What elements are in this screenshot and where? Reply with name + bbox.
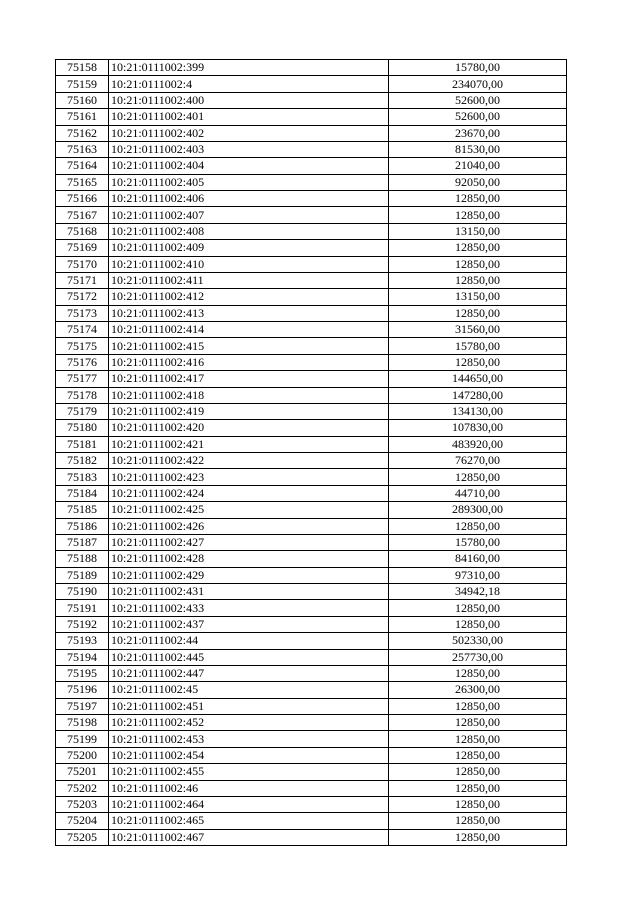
- value-cell: 12850,00: [389, 600, 567, 616]
- table-row: [56, 600, 567, 616]
- value-cell: 76270,00: [389, 453, 567, 469]
- cadastral-number-cell: 10:21:0111002:4: [109, 76, 389, 92]
- value-cell: 483920,00: [389, 436, 567, 452]
- row-number-cell: 75185: [56, 502, 109, 518]
- cadastral-number-cell: 10:21:0111002:406: [109, 191, 389, 207]
- row-number-cell: 75162: [56, 125, 109, 141]
- row-number-cell: 75164: [56, 158, 109, 174]
- cadastral-number-cell: 10:21:0111002:422: [109, 453, 389, 469]
- value-cell: 107830,00: [389, 420, 567, 436]
- cadastral-number-cell: 10:21:0111002:45: [109, 682, 389, 698]
- table-row: [56, 518, 567, 534]
- table-row: [56, 92, 567, 108]
- value-cell: 12850,00: [389, 829, 567, 845]
- cadastral-number-cell: 10:21:0111002:451: [109, 698, 389, 714]
- value-cell: 12850,00: [389, 272, 567, 288]
- row-number-cell: 75193: [56, 633, 109, 649]
- cadastral-number-cell: 10:21:0111002:415: [109, 338, 389, 354]
- row-number-cell: 75163: [56, 141, 109, 157]
- value-cell: 12850,00: [389, 469, 567, 485]
- table-row: [56, 338, 567, 354]
- table-row: [56, 141, 567, 157]
- cadastral-number-cell: 10:21:0111002:418: [109, 387, 389, 403]
- value-cell: 34942,18: [389, 584, 567, 600]
- value-cell: 12850,00: [389, 780, 567, 796]
- table-row: [56, 403, 567, 419]
- table-row: [56, 322, 567, 338]
- value-cell: 12850,00: [389, 256, 567, 272]
- value-cell: 52600,00: [389, 92, 567, 108]
- value-cell: 289300,00: [389, 502, 567, 518]
- row-number-cell: 75169: [56, 240, 109, 256]
- cadastral-number-cell: 10:21:0111002:453: [109, 731, 389, 747]
- table-row: [56, 747, 567, 763]
- table-row: [56, 76, 567, 92]
- cadastral-number-cell: 10:21:0111002:407: [109, 207, 389, 223]
- table-row: [56, 289, 567, 305]
- row-number-cell: 75168: [56, 223, 109, 239]
- row-number-cell: 75188: [56, 551, 109, 567]
- table-row: [56, 305, 567, 321]
- row-number-cell: 75158: [56, 60, 109, 76]
- value-cell: 23670,00: [389, 125, 567, 141]
- value-cell: 12850,00: [389, 764, 567, 780]
- row-number-cell: 75184: [56, 485, 109, 501]
- row-number-cell: 75175: [56, 338, 109, 354]
- cadastral-number-cell: 10:21:0111002:413: [109, 305, 389, 321]
- value-cell: 12850,00: [389, 747, 567, 763]
- row-number-cell: 75199: [56, 731, 109, 747]
- table-row: [56, 256, 567, 272]
- table-row: [56, 551, 567, 567]
- cadastral-number-cell: 10:21:0111002:412: [109, 289, 389, 305]
- row-number-cell: 75165: [56, 174, 109, 190]
- table-row: [56, 453, 567, 469]
- table-row: [56, 764, 567, 780]
- table-row: [56, 207, 567, 223]
- value-cell: 147280,00: [389, 387, 567, 403]
- table-row: [56, 223, 567, 239]
- cadastral-number-cell: 10:21:0111002:419: [109, 403, 389, 419]
- table-row: [56, 60, 567, 76]
- row-number-cell: 75200: [56, 747, 109, 763]
- value-cell: 12850,00: [389, 207, 567, 223]
- value-cell: 26300,00: [389, 682, 567, 698]
- table-row: [56, 469, 567, 485]
- table-row: [56, 534, 567, 550]
- row-number-cell: 75205: [56, 829, 109, 845]
- value-cell: 12850,00: [389, 796, 567, 812]
- cadastral-number-cell: 10:21:0111002:408: [109, 223, 389, 239]
- row-number-cell: 75176: [56, 354, 109, 370]
- cadastral-number-cell: 10:21:0111002:447: [109, 665, 389, 681]
- row-number-cell: 75187: [56, 534, 109, 550]
- table-row: [56, 731, 567, 747]
- row-number-cell: 75192: [56, 616, 109, 632]
- cadastral-number-cell: 10:21:0111002:437: [109, 616, 389, 632]
- row-number-cell: 75170: [56, 256, 109, 272]
- cadastral-number-cell: 10:21:0111002:404: [109, 158, 389, 174]
- value-cell: 12850,00: [389, 731, 567, 747]
- table-row: [56, 633, 567, 649]
- table-row: [56, 567, 567, 583]
- value-cell: 13150,00: [389, 289, 567, 305]
- row-number-cell: 75196: [56, 682, 109, 698]
- row-number-cell: 75203: [56, 796, 109, 812]
- row-number-cell: 75180: [56, 420, 109, 436]
- table-row: [56, 191, 567, 207]
- cadastral-number-cell: 10:21:0111002:399: [109, 60, 389, 76]
- cadastral-number-cell: 10:21:0111002:465: [109, 813, 389, 829]
- cadastral-number-cell: 10:21:0111002:401: [109, 109, 389, 125]
- cadastral-number-cell: 10:21:0111002:410: [109, 256, 389, 272]
- cadastral-number-cell: 10:21:0111002:429: [109, 567, 389, 583]
- table-row: [56, 780, 567, 796]
- row-number-cell: 75201: [56, 764, 109, 780]
- table-row: [56, 125, 567, 141]
- row-number-cell: 75159: [56, 76, 109, 92]
- value-cell: 12850,00: [389, 191, 567, 207]
- row-number-cell: 75172: [56, 289, 109, 305]
- value-cell: 502330,00: [389, 633, 567, 649]
- cadastral-number-cell: 10:21:0111002:424: [109, 485, 389, 501]
- row-number-cell: 75166: [56, 191, 109, 207]
- row-number-cell: 75198: [56, 715, 109, 731]
- value-cell: 81530,00: [389, 141, 567, 157]
- cadastral-number-cell: 10:21:0111002:433: [109, 600, 389, 616]
- cadastral-number-cell: 10:21:0111002:428: [109, 551, 389, 567]
- value-cell: 12850,00: [389, 240, 567, 256]
- cadastral-number-cell: 10:21:0111002:426: [109, 518, 389, 534]
- cadastral-number-cell: 10:21:0111002:423: [109, 469, 389, 485]
- row-number-cell: 75183: [56, 469, 109, 485]
- table-row: [56, 682, 567, 698]
- cadastral-number-cell: 10:21:0111002:44: [109, 633, 389, 649]
- row-number-cell: 75177: [56, 371, 109, 387]
- table-row: [56, 109, 567, 125]
- row-number-cell: 75202: [56, 780, 109, 796]
- cadastral-number-cell: 10:21:0111002:402: [109, 125, 389, 141]
- row-number-cell: 75179: [56, 403, 109, 419]
- table-row: [56, 813, 567, 829]
- value-cell: 12850,00: [389, 698, 567, 714]
- cadastral-value-table: [55, 59, 567, 846]
- value-cell: 12850,00: [389, 665, 567, 681]
- table-row: [56, 584, 567, 600]
- cadastral-number-cell: 10:21:0111002:409: [109, 240, 389, 256]
- value-cell: 21040,00: [389, 158, 567, 174]
- row-number-cell: 75161: [56, 109, 109, 125]
- cadastral-number-cell: 10:21:0111002:454: [109, 747, 389, 763]
- table-row: [56, 371, 567, 387]
- cadastral-number-cell: 10:21:0111002:445: [109, 649, 389, 665]
- value-cell: 13150,00: [389, 223, 567, 239]
- value-cell: 52600,00: [389, 109, 567, 125]
- row-number-cell: 75191: [56, 600, 109, 616]
- value-cell: 97310,00: [389, 567, 567, 583]
- value-cell: 12850,00: [389, 715, 567, 731]
- cadastral-number-cell: 10:21:0111002:455: [109, 764, 389, 780]
- table-row: [56, 715, 567, 731]
- table-row: [56, 387, 567, 403]
- cadastral-number-cell: 10:21:0111002:405: [109, 174, 389, 190]
- cadastral-number-cell: 10:21:0111002:417: [109, 371, 389, 387]
- cadastral-number-cell: 10:21:0111002:421: [109, 436, 389, 452]
- row-number-cell: 75194: [56, 649, 109, 665]
- row-number-cell: 75167: [56, 207, 109, 223]
- value-cell: 92050,00: [389, 174, 567, 190]
- cadastral-number-cell: 10:21:0111002:416: [109, 354, 389, 370]
- row-number-cell: 75195: [56, 665, 109, 681]
- table-row: [56, 485, 567, 501]
- table-row: [56, 240, 567, 256]
- table-row: [56, 649, 567, 665]
- cadastral-number-cell: 10:21:0111002:425: [109, 502, 389, 518]
- table-row: [56, 436, 567, 452]
- value-cell: 12850,00: [389, 813, 567, 829]
- row-number-cell: 75182: [56, 453, 109, 469]
- value-cell: 257730,00: [389, 649, 567, 665]
- cadastral-number-cell: 10:21:0111002:452: [109, 715, 389, 731]
- cadastral-number-cell: 10:21:0111002:420: [109, 420, 389, 436]
- cadastral-number-cell: 10:21:0111002:431: [109, 584, 389, 600]
- cadastral-number-cell: 10:21:0111002:427: [109, 534, 389, 550]
- cadastral-number-cell: 10:21:0111002:411: [109, 272, 389, 288]
- row-number-cell: 75174: [56, 322, 109, 338]
- row-number-cell: 75160: [56, 92, 109, 108]
- table-row: [56, 502, 567, 518]
- value-cell: 12850,00: [389, 305, 567, 321]
- table-body: [56, 60, 567, 846]
- table-row: [56, 420, 567, 436]
- cadastral-number-cell: 10:21:0111002:464: [109, 796, 389, 812]
- cadastral-number-cell: 10:21:0111002:46: [109, 780, 389, 796]
- row-number-cell: 75189: [56, 567, 109, 583]
- cadastral-number-cell: 10:21:0111002:400: [109, 92, 389, 108]
- value-cell: 12850,00: [389, 616, 567, 632]
- value-cell: 84160,00: [389, 551, 567, 567]
- table-row: [56, 829, 567, 845]
- value-cell: 12850,00: [389, 518, 567, 534]
- value-cell: 12850,00: [389, 354, 567, 370]
- row-number-cell: 75204: [56, 813, 109, 829]
- value-cell: 15780,00: [389, 534, 567, 550]
- value-cell: 15780,00: [389, 338, 567, 354]
- row-number-cell: 75186: [56, 518, 109, 534]
- value-cell: 234070,00: [389, 76, 567, 92]
- value-cell: 31560,00: [389, 322, 567, 338]
- table-row: [56, 665, 567, 681]
- table-row: [56, 616, 567, 632]
- cadastral-number-cell: 10:21:0111002:467: [109, 829, 389, 845]
- table-row: [56, 174, 567, 190]
- cadastral-number-cell: 10:21:0111002:403: [109, 141, 389, 157]
- table-row: [56, 354, 567, 370]
- cadastral-number-cell: 10:21:0111002:414: [109, 322, 389, 338]
- table-row: [56, 158, 567, 174]
- table-row: [56, 272, 567, 288]
- row-number-cell: 75181: [56, 436, 109, 452]
- row-number-cell: 75173: [56, 305, 109, 321]
- row-number-cell: 75178: [56, 387, 109, 403]
- row-number-cell: 75171: [56, 272, 109, 288]
- value-cell: 44710,00: [389, 485, 567, 501]
- row-number-cell: 75197: [56, 698, 109, 714]
- table-row: [56, 698, 567, 714]
- value-cell: 144650,00: [389, 371, 567, 387]
- value-cell: 134130,00: [389, 403, 567, 419]
- value-cell: 15780,00: [389, 60, 567, 76]
- row-number-cell: 75190: [56, 584, 109, 600]
- table-row: [56, 796, 567, 812]
